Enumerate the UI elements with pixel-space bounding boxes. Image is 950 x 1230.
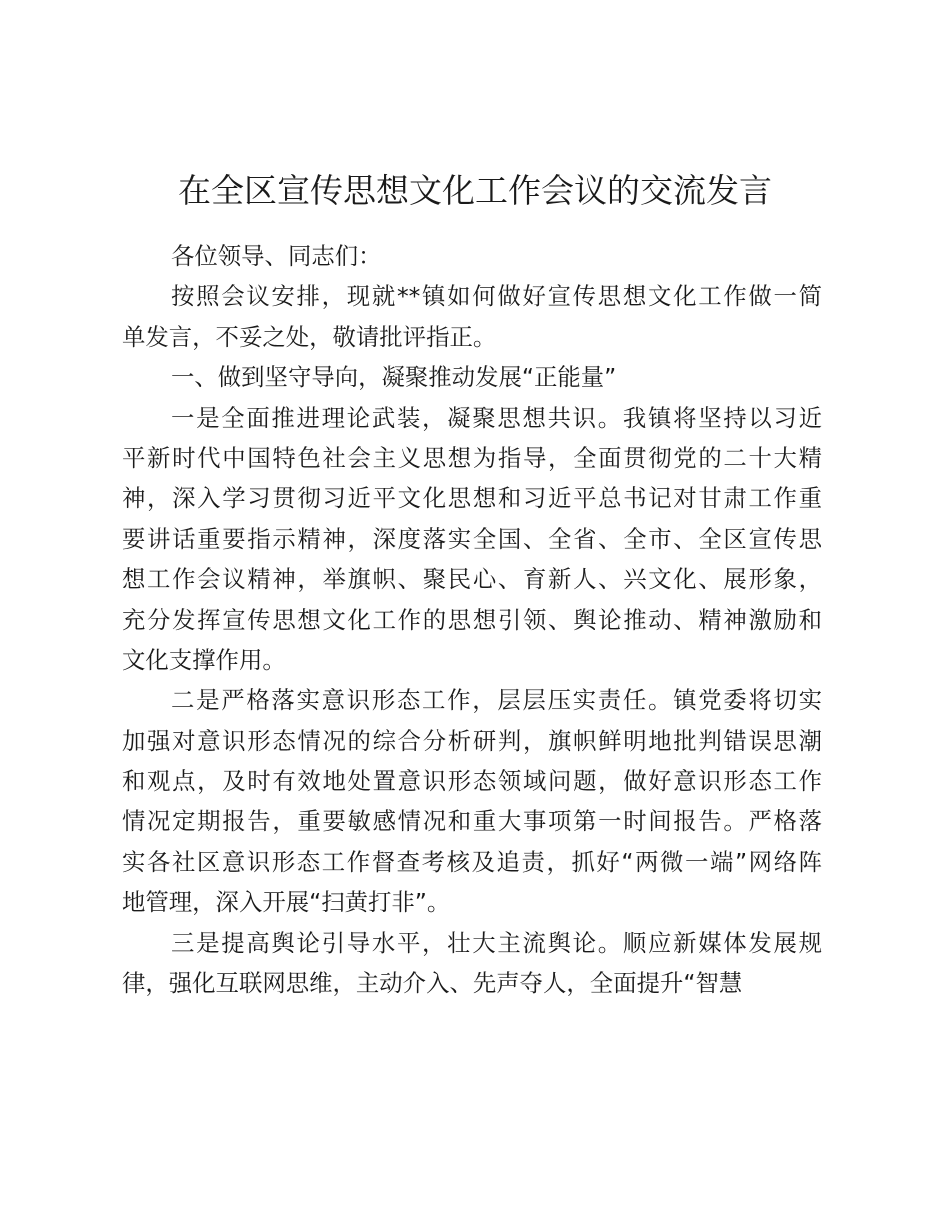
paragraph-line: 充分发挥宣传思想文化工作的思想引领、舆论推动、精神激励和 [122, 605, 822, 634]
salutation-line: 各位领导、同志们： [171, 242, 382, 270]
document-title: 在全区宣传思想文化工作会议的交流发言 [178, 171, 772, 210]
document-body [122, 236, 822, 1003]
paragraph-line: 要讲话重要指示精神，深度落实全国、全省、全市、全区宣传思 [122, 524, 822, 553]
paragraph-line: 文化支撑作用。 [122, 645, 286, 674]
paragraph-line: 想工作会议精神，举旗帜、聚民心、育新人、兴文化、展形象， [122, 565, 822, 594]
section-heading: 一、做到坚守导向，凝聚推动发展“正能量” [171, 363, 617, 392]
paragraph-line: 神，深入学习贯彻习近平文化思想和习近平总书记对甘肃工作重 [122, 484, 822, 513]
paragraph-line: 情况定期报告，重要敏感情况和重大事项第一时间报告。严格落 [122, 807, 822, 836]
paragraph-line: 二是严格落实意识形态工作，层层压实责任。镇党委将切实 [171, 686, 822, 715]
paragraph-line: 地管理，深入开展“扫黄打非”。 [122, 888, 451, 917]
paragraph-line: 按照会议安排，现就**镇如何做好宣传思想文化工作做一简 [171, 282, 822, 311]
paragraph-line: 加强对意识形态情况的综合分析研判，旗帜鲜明地批判错误思潮 [122, 726, 822, 755]
paragraph-line: 和观点，及时有效地处置意识形态领域问题，做好意识形态工作 [122, 767, 822, 796]
paragraph-line: 律，强化互联网思维，主动介入、先声夺人，全面提升“智慧 [122, 969, 743, 998]
paragraph-line: 单发言，不妥之处，敬请批评指正。 [122, 322, 497, 351]
paragraph-line: 三是提高舆论引导水平，壮大主流舆论。顺应新媒体发展规 [171, 928, 822, 957]
paragraph-line: 一是全面推进理论武装，凝聚思想共识。我镇将坚持以习近 [171, 403, 822, 432]
paragraph-line: 实各社区意识形态工作督查考核及追责，抓好“两微一端”网络阵 [122, 847, 822, 876]
paragraph-line: 平新时代中国特色社会主义思想为指导，全面贯彻党的二十大精 [122, 443, 822, 472]
